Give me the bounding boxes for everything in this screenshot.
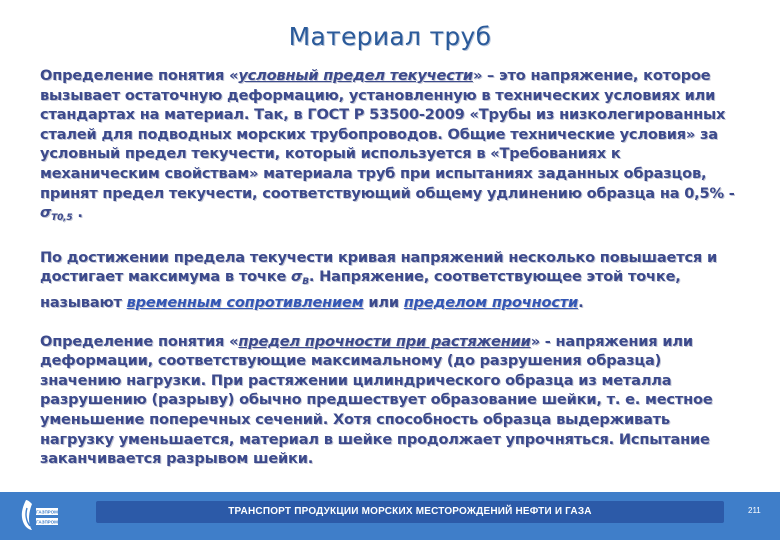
p1-text-c: . [72, 204, 83, 222]
svg-text:ГАЗПРОМ: ГАЗПРОМ [36, 519, 58, 525]
slide-title: Материал труб [288, 22, 492, 51]
svg-text:ГАЗПРОМ: ГАЗПРОМ [36, 509, 58, 515]
p2-text-a: По достижении предела текучести кривая напряжений несколько повышается и достигает максимума в точке [40, 248, 717, 286]
term-strength-limit: пределом прочности [403, 293, 579, 311]
term-yield-strength: условный предел текучести [238, 67, 473, 84]
sigma-symbol: σ [291, 268, 303, 286]
footer [0, 492, 780, 540]
paragraph-ultimate [40, 248, 740, 313]
term-temporary-resistance: временным сопротивлением [126, 293, 364, 311]
paragraph-definition-tensile [40, 332, 740, 469]
p1-text-a: Определение понятия « [40, 67, 239, 84]
p1-text-b: » – это напряжение, которое вызывает остаточную деформацию, установленную в технических условиях или стандартах на материал. Так, в ГОСТ Р 53500-2009 «Трубы из низколегированных сталей для подводных морских трубопроводов. Общие технические условия» за условный предел текучести, который используется в «Требованиях к механическим свойствам» материала труб при испытаниях заданных образцов, принят предел текучести, соответствующий общему удлинению образца на 0,5% - [40, 67, 735, 202]
gazprom-logo [14, 494, 62, 538]
paragraph-definition-yield [40, 66, 740, 229]
page-number: 211 [748, 506, 761, 515]
sigma-subscript: T0,5 [51, 213, 73, 224]
sigma-symbol: σ [40, 204, 52, 222]
p2-text-b: . Напряжение, соответствующее этой точке, называют [40, 268, 681, 311]
term-tensile-strength: предел прочности при растяжении [238, 332, 531, 350]
p2-text-c: или [363, 293, 404, 311]
sigma-subscript: В [302, 277, 309, 288]
p2-text-d: . [578, 293, 584, 311]
p3-text-a: Определение понятия « [40, 332, 239, 350]
slide-body [40, 66, 740, 488]
footer-title: ТРАНСПОРТ ПРОДУКЦИИ МОРСКИХ МЕСТОРОЖДЕНИЙ НЕФТИ И ГАЗА [228, 506, 592, 517]
p3-text-b: » - напряжения или деформации, соответствующие максимальному (до разрушения образца) значению нагрузки. При растяжении цилиндрического образца из металла разрушению (разрыву) обычно предшествует образование шейки, т. е. местное уменьшение поперечных сечений. Хотя способность образца выдерживать нагрузку уменьшается, материал в шейке продолжает упрочняться. Испытание заканчивается разрывом шейки. [40, 332, 713, 468]
